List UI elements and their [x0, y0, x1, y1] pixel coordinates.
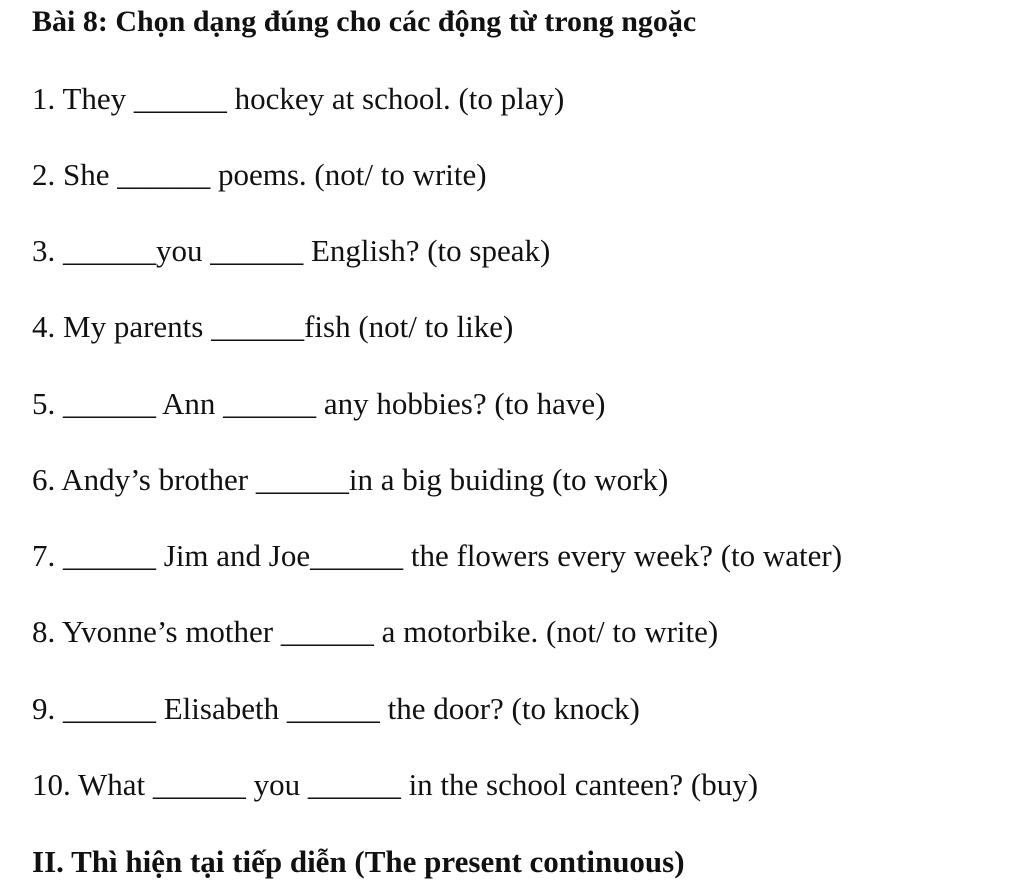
exercise-item-3: 3. ______you ______ English? (to speak) — [32, 233, 551, 268]
exercise-title: Bài 8: Chọn dạng đúng cho các động từ trong ngoặc — [32, 5, 697, 38]
exercise-item-6: 6. Andy’s brother ______in a big buiding (to work) — [32, 462, 669, 497]
exercise-item-4: 4. My parents ______fish (not/ to like) — [32, 309, 514, 344]
exercise-item-10: 10. What ______ you ______ in the school canteen? (buy) — [32, 767, 759, 802]
exercise-item-5: 5. ______ Ann ______ any hobbies? (to have) — [32, 386, 606, 421]
exercise-item-7: 7. ______ Jim and Joe______ the flowers every week? (to water) — [32, 538, 843, 573]
section-heading: II. Thì hiện tại tiếp diễn (The present continuous) — [32, 844, 685, 879]
exercise-item-2: 2. She ______ poems. (not/ to write) — [32, 157, 487, 192]
exercise-item-8: 8. Yvonne’s mother ______ a motorbike. (not/ to write) — [32, 614, 719, 649]
exercise-item-9: 9. ______ Elisabeth ______ the door? (to knock) — [32, 691, 640, 726]
exercise-item-1: 1. They ______ hockey at school. (to play) — [32, 81, 565, 116]
